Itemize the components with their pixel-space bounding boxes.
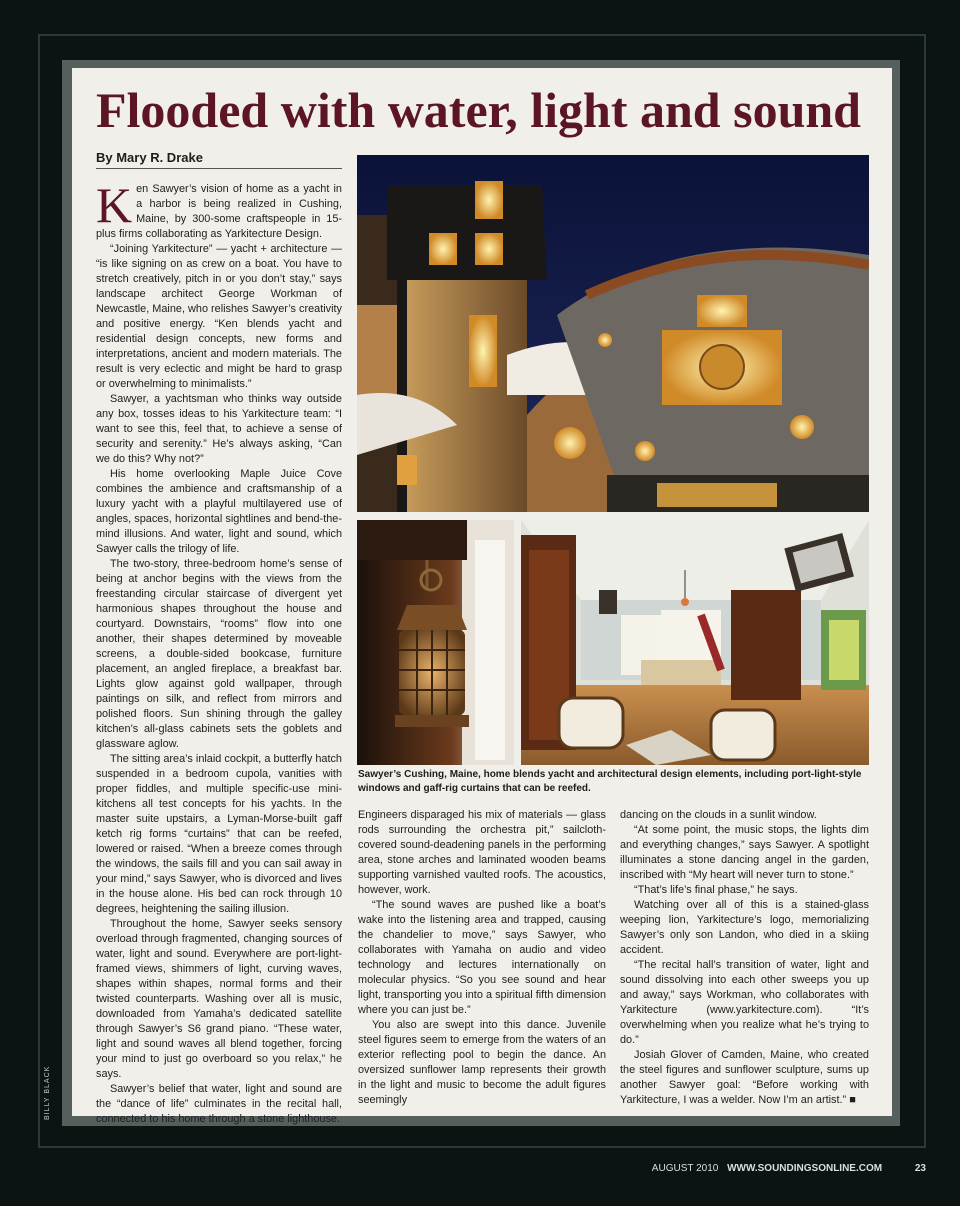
paragraph: You also are swept into this dance. Juvenile steel figures seem to emerge from the waters of an exterior reflecting pool to begin the dance. An oversized sunflower lamp represents their growth in the light and music to become the adult figures seemingly (358, 1019, 606, 1106)
column-2 (358, 808, 606, 1108)
lead-paragraph (96, 177, 342, 242)
paragraph: dancing on the clouds in a sunlit window. (620, 809, 817, 821)
drop-cap: K (96, 177, 133, 233)
page-number: 23 (914, 1163, 926, 1174)
page-footer (652, 1163, 926, 1174)
issue-date: AUGUST 2010 (651, 1163, 719, 1174)
paragraph: The two-story, three-bedroom home’s sense of being at anchor begins with the views from the freestanding circular staircase of divergent yet harmonious shapes throughout the house and courtyard. Downstairs, “rooms” flow into one another, their shapes determined by moveable screens, a double-sided bookcase, furniture placement, an angled fireplace, a breakfast bar. Lights glow against gold wallpaper, through paintings on silk, and reflect from mirrors and polished floors. Sun shining through the galley kitchen’s all-glass cabinets sets the goblets and glassware aglow. (96, 558, 342, 750)
paragraph: Watching over all of this is a stained-glass weeping lion, Yarkitecture’s logo, memorializing Sawyer’s only son Landon, who died in a skiing accident. (620, 899, 869, 956)
byline: By Mary R. Drake (96, 150, 342, 169)
end-mark: ■ (849, 1094, 856, 1106)
paragraph: Engineers disparaged his mix of materials — glass rods surrounding the orchestra pit,” sailcloth-covered sound-deadening panels in the performing area, stone arches and laminated wooden beams supporting varnished vaulted roofs. The acoustics, however, work. (358, 809, 606, 896)
column-1 (96, 177, 342, 1127)
paragraph: “That’s life’s final phase,” he says. (634, 884, 798, 896)
column-3 (620, 808, 869, 1108)
closing-text: Josiah Glover of Camden, Maine, who created the steel figures and sunflower sculpture, sums up another Sawyer goal: “Before working with Yarkitecture, I was a welder. Now I’m an artist.” (620, 1049, 869, 1106)
paragraph: Sawyer’s belief that water, light and sound are the “dance of life” culminates in the recital hall, connected to his home through a stone lighthouse. (96, 1083, 342, 1125)
paragraph: The sitting area’s inlaid cockpit, a butterfly hatch suspended in a bedroom cupola, vanities with proper fiddles, and multiple specific-use mini-kitchens all test concepts for his yachts. In the master suite upstairs, a Lyman-Morse-built gaff ketch rig forms “curtains” that can be reefed, lowered or raised. “When a breeze comes through the windows, the sails fill and you can sail away in your mind,” says Sawyer, who is divorced and lives in the house alone. His bed can rock through 10 degrees, heightening the sailing illusion. (96, 753, 342, 915)
paragraph: Throughout the home, Sawyer seeks sensory overload through fragmented, changing sources of water, light and sound. Everywhere are port-light-framed views, shimmers of light, curving waves, shapes within shapes, normal forms and their twisted counterparts. Washing over all is music, downloaded from Yamaha’s dedicated satellite through Sawyer’s S6 grand piano. “These water, light and sound waves all blend together, forcing your mind to just go overboard so you relax,” he says. (96, 918, 342, 1080)
paragraph: “The recital hall’s transition of water, light and sound dissolving into each other sweeps you up and away,” says Workman, who collaborates with Yarkitecture (www.yarkitecture.com). “It’s overwhelming when you realize what he’s trying to do.” (620, 959, 869, 1046)
website-link[interactable]: WWW.SOUNDINGSONLINE.COM (727, 1163, 883, 1174)
photo-caption: Sawyer’s Cushing, Maine, home blends yacht and architectural design elements, including port-light-style windows and gaff-rig curtains that can be reefed. (358, 769, 862, 794)
article-title: Flooded with water, light and sound (96, 82, 861, 138)
photo-credit: BILLY BLACK (44, 1065, 51, 1120)
paragraph: Sawyer, a yachtsman who thinks way outside any box, tosses ideas to his Yarkitecture team: “I want to see this, feel that, to achieve a sense of security and serenity.” He’s always asking, “Can we do this? Why not?” (96, 393, 342, 465)
paragraph: “The sound waves are pushed like a boat’s wake into the listening area and trapped, causing the chandelier to move,” says Sawyer, who collaborates with Yamaha on audio and video technology and lectures internationally on molecular physics. “So you see sound and hear light, transporting you into a spiritual fifth dimension where you can just be.” (358, 899, 606, 1016)
bedroom-photo (521, 520, 869, 765)
paragraph: “Joining Yarkitecture” — yacht + architecture — “is like signing on as crew on a boat. You have to stretch creatively, pitch in or you don’t stay,” says landscape architect George Workman of Newcastle, Maine, who relishes Sawyer’s creativity and positive energy. “Ken blends yacht and residential design concepts, new forms and interpretations, ancient and modern materials. The result is very eclectic and might be hard to grasp or overwhelming to minimalists.” (96, 243, 342, 390)
paragraph (620, 1048, 869, 1108)
exterior-photo (357, 155, 869, 512)
paragraph: “At some point, the music stops, the lights dim and everything changes,” says Sawyer. A spotlight illuminates a stone dancing angel in the garden, inscribed with “My heart will never turn to stone.” (620, 824, 869, 881)
lead-text: en Sawyer’s vision of home as a yacht in a harbor is being realized in Cushing, Maine, by 300-some craftspeople in 15-plus firms collaborating as Yarkitecture Design. (96, 183, 342, 240)
paragraph: His home overlooking Maple Juice Cove combines the ambience and craftsmanship of a luxury yacht with a playful multilayered use of angles, spaces, horizontal sightlines and bend-the-mind illusions. And water, light and sound, which Sawyer calls the trilogy of life. (96, 468, 342, 555)
lantern-photo (357, 520, 514, 765)
